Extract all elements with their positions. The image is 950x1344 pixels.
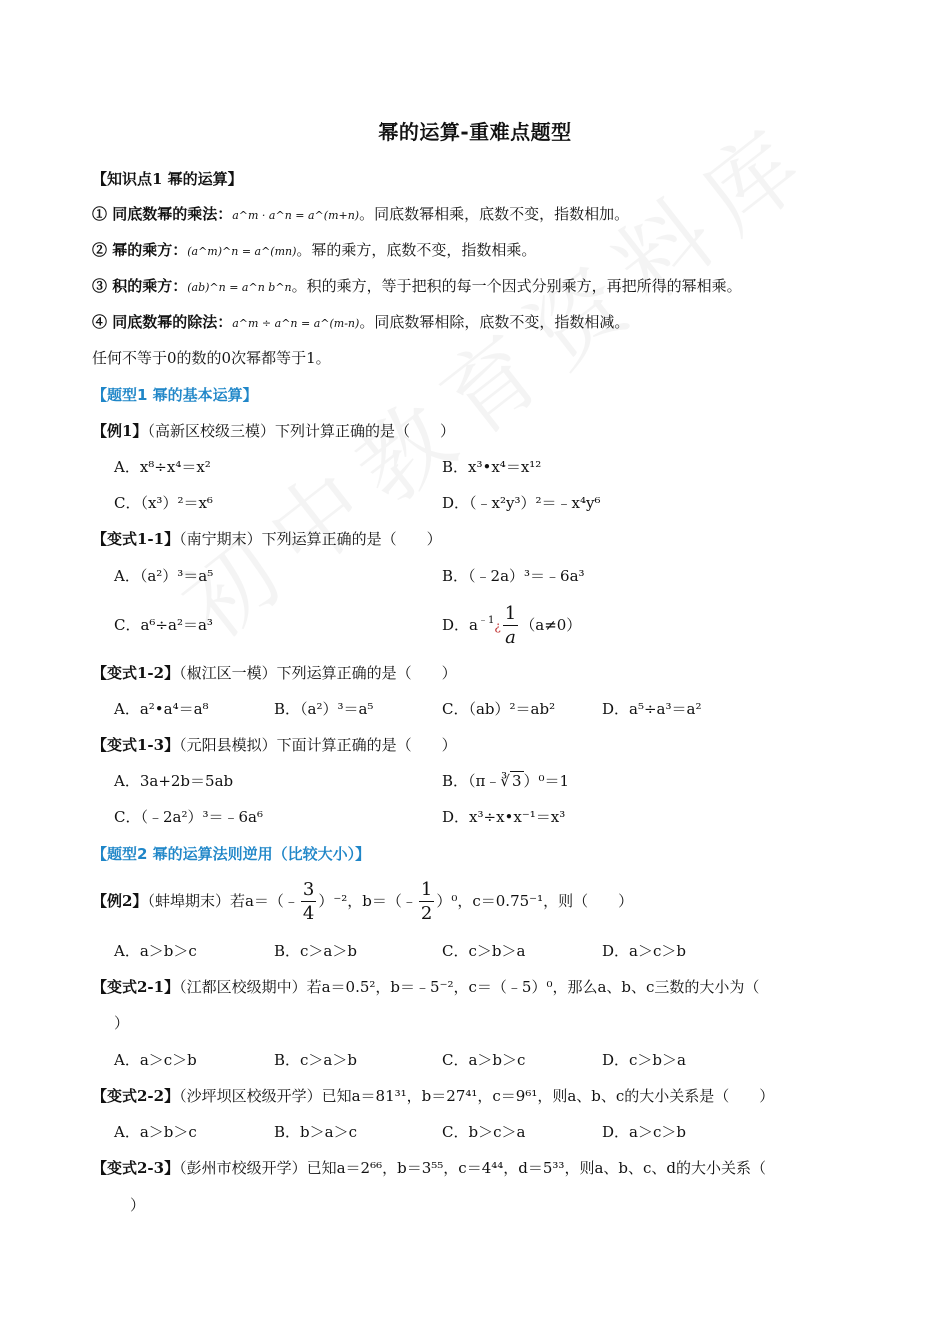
v23-question-cont: ）	[130, 1196, 146, 1214]
v13-option-c: C．（﹣2a²）³＝﹣6a⁶	[114, 808, 263, 826]
v23-stem	[92, 1157, 766, 1179]
zero-power-rule: 任何不等于0的数的0次幂都等于1。	[92, 349, 331, 367]
v22-label: 【变式2-2】	[92, 1087, 180, 1105]
rule-3-label: ③ 积的乘方：	[92, 277, 188, 295]
rule-4-label: ④ 同底数幂的除法：	[92, 313, 233, 331]
ex2-option-c: C．c＞b＞a	[442, 942, 526, 960]
v22-option-c: C．b＞c＞a	[442, 1123, 526, 1141]
v22-option-b: B．b＞a＞c	[274, 1123, 357, 1141]
ex2-option-a: A．a＞b＞c	[114, 942, 197, 960]
rule-2-text: 。幂的乘方，底数不变，指数相乘。	[296, 241, 537, 259]
ex1-label: 【例1】	[92, 422, 148, 440]
v12-option-b: B．（a²）³＝a⁵	[274, 700, 374, 718]
v23-label: 【变式2-3】	[92, 1159, 180, 1177]
v11-d-suffix: （a≠0）	[520, 616, 582, 634]
ex1-option-b: B．x³•x⁴＝x¹²	[442, 458, 542, 476]
v13-label: 【变式1-3】	[92, 736, 180, 754]
v12-option-d: D．a⁵÷a³＝a²	[602, 700, 702, 718]
ex2-option-b: B．c＞a＞b	[274, 942, 357, 960]
ex2-fraction-1	[301, 881, 316, 923]
knowledge-header: 【知识点1 幂的运算】	[92, 170, 243, 188]
ex1-option-a: A．x⁸÷x⁴＝x²	[114, 458, 211, 476]
page-title: 幂的运算-重难点题型	[378, 120, 572, 144]
v22-option-a: A．a＞b＞c	[114, 1123, 197, 1141]
ex2-option-d: D．a＞c＞b	[602, 942, 686, 960]
ex1-stem	[92, 420, 455, 442]
rule-3-text: 。积的乘方，等于把积的每一个因式分别乘方，再把所得的幂相乘。	[291, 277, 742, 295]
v13-b-suffix: ）⁰＝1	[523, 772, 570, 790]
v21-stem	[92, 976, 759, 998]
rule-1-text: 。同底数幂相乘，底数不变，指数相加。	[359, 205, 630, 223]
v11-d-denominator: a	[505, 627, 516, 648]
ex2-f2-denominator: 2	[420, 903, 433, 924]
ex2-question-post: ）⁰，c＝0.75⁻¹，则（ ）	[436, 892, 634, 910]
v11-option-a: A．（a²）³＝a⁵	[114, 567, 214, 585]
v13-option-b	[442, 770, 569, 792]
v21-option-a: A．a＞c＞b	[114, 1051, 197, 1069]
rule-4-formula: a^m ÷ a^n = a^(m-n)	[232, 317, 360, 330]
v21-question: （江都区校级期中）若a＝0.5²，b＝﹣5⁻²，c＝（﹣5）⁰，那么a、b、c三数的大小为（	[179, 978, 760, 996]
v12-option-a: A．a²•a⁴＝a⁸	[114, 700, 209, 718]
v11-d-exponent: ﹣1	[477, 615, 495, 626]
v12-option-c: C．（ab）²＝ab²	[442, 700, 556, 718]
v11-d-prefix: D．a	[442, 616, 478, 634]
ex1-question: （高新区校级三模）下列计算正确的是（ ）	[147, 422, 455, 440]
v12-label: 【变式1-2】	[92, 664, 180, 682]
ex2-f1-denominator: 4	[302, 903, 315, 924]
v21-option-b: B．c＞a＞b	[274, 1051, 357, 1069]
type1-header: 【题型1 幂的基本运算】	[92, 386, 258, 404]
ex2-f1-numerator: 3	[302, 879, 315, 900]
ex2-question-mid: ）⁻²，b＝（﹣	[318, 892, 417, 910]
v13-stem	[92, 734, 457, 756]
rule-2-formula: (a^m)^n = a^(mn)	[187, 245, 297, 258]
v12-stem	[92, 662, 457, 684]
v11-option-d	[442, 600, 581, 651]
rule-2-label: ② 幂的乘方：	[92, 241, 188, 259]
v22-option-d: D．a＞c＞b	[602, 1123, 686, 1141]
v13-option-a: A．3a+2b＝5ab	[114, 772, 234, 790]
ex2-question-pre: （蚌埠期末）若a＝（﹣	[147, 892, 299, 910]
ex1-option-d: D．（﹣x²y³）²＝﹣x⁴y⁶	[442, 494, 601, 512]
v11-d-mark: ¿	[494, 619, 501, 633]
rule-4-text: 。同底数幂相除，底数不变，指数相减。	[359, 313, 630, 331]
v11-option-b: B．（﹣2a）³＝﹣6a³	[442, 567, 585, 585]
v21-label: 【变式2-1】	[92, 978, 180, 996]
rule-2	[92, 239, 536, 263]
v21-option-d: D．c＞b＞a	[602, 1051, 686, 1069]
v12-question: （椒江区一模）下列运算正确的是（ ）	[179, 664, 457, 682]
v11-d-fraction	[503, 605, 518, 647]
v13-b-radicand: 3	[511, 772, 522, 790]
rule-3-formula: (ab)^n = a^n b^n	[187, 281, 292, 294]
v11-stem	[92, 528, 442, 550]
v13-b-prefix: B．（π﹣	[442, 772, 501, 790]
type2-header: 【题型2 幂的运算法则逆用（比较大小）】	[92, 845, 371, 863]
v22-stem	[92, 1085, 774, 1107]
cube-root-symbol: ∛ 3	[500, 772, 522, 790]
v23-question: （彭州市校级开学）已知a＝2⁶⁶，b＝3⁵⁵，c＝4⁴⁴，d＝5³³，则a、b、c、d的大小关系（	[179, 1159, 766, 1177]
v11-d-numerator: 1	[504, 603, 517, 624]
v11-label: 【变式1-1】	[92, 530, 180, 548]
rule-1-label: ① 同底数幂的乘法：	[92, 205, 233, 223]
ex1-option-c: C．（x³）²＝x⁶	[114, 494, 213, 512]
rule-1	[92, 203, 629, 227]
v22-question: （沙坪坝区校级开学）已知a＝81³¹，b＝27⁴¹，c＝9⁶¹，则a、b、c的大小关系是（ ）	[179, 1087, 775, 1105]
v21-option-c: C．a＞b＞c	[442, 1051, 526, 1069]
ex2-f2-numerator: 1	[420, 879, 433, 900]
ex2-fraction-2	[419, 881, 434, 923]
rule-4	[92, 311, 629, 335]
v21-question-cont: ）	[114, 1014, 130, 1032]
v13-question: （元阳县模拟）下面计算正确的是（ ）	[179, 736, 457, 754]
ex2-label: 【例2】	[92, 892, 148, 910]
v13-option-d: D．x³÷x•x⁻¹＝x³	[442, 808, 566, 826]
v11-question: （南宁期末）下列运算正确的是（ ）	[179, 530, 442, 548]
ex2-stem	[92, 876, 633, 926]
rule-1-formula: a^m · a^n = a^(m+n)	[232, 209, 360, 222]
v11-option-c: C．a⁶÷a²＝a³	[114, 616, 213, 634]
rule-3	[92, 275, 742, 299]
